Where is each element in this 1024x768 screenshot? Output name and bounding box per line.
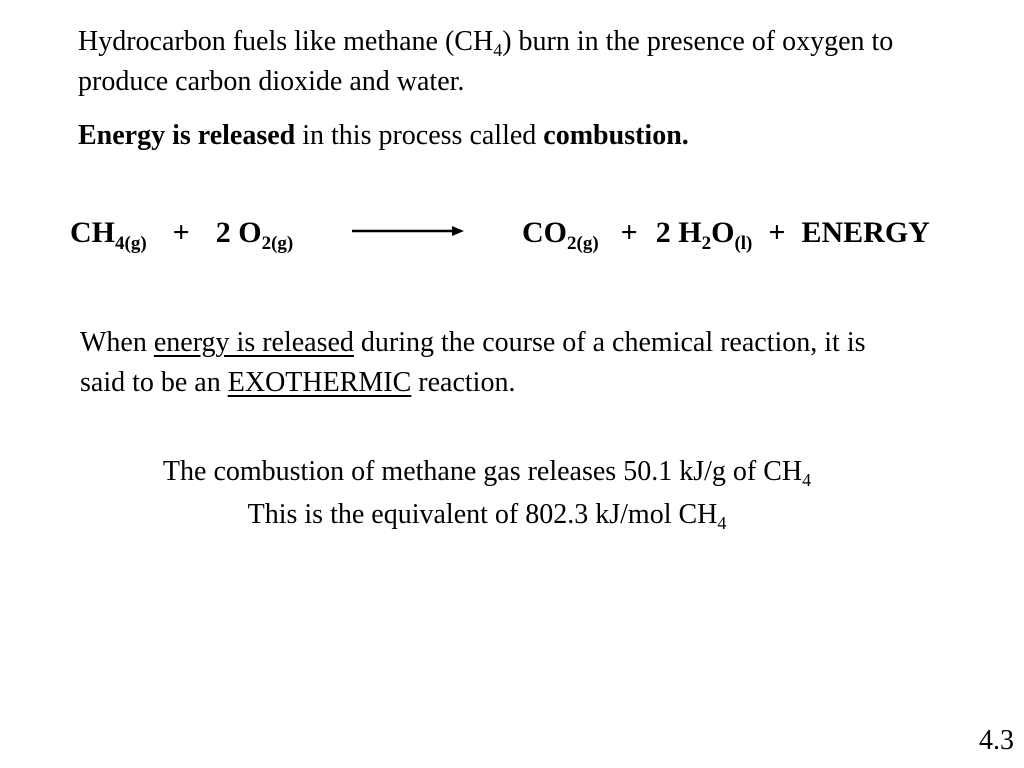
stats-text-1: The combustion of methane gas releases 50.1 kJ/g of CH	[162, 456, 803, 487]
exo-text-3: reaction.	[411, 367, 516, 398]
exothermic-paragraph	[80, 323, 900, 403]
stats-subscript-2: 4	[717, 513, 727, 533]
equation-products	[522, 211, 930, 255]
co2-formula: CO	[522, 216, 567, 249]
intro-subscript: 4	[493, 40, 503, 60]
stats-line-2	[0, 495, 974, 535]
stats-subscript-1: 4	[802, 470, 812, 490]
intro-paragraph	[78, 22, 958, 102]
exo-text-1: When	[80, 327, 154, 358]
plus-sign: +	[620, 216, 638, 249]
methane-formula: CH	[70, 216, 115, 249]
water-formula-o: O	[711, 216, 735, 249]
energy-released-bold: Energy is released	[78, 120, 296, 151]
energy-released-underlined: energy is released	[153, 327, 354, 358]
reaction-arrow-icon	[352, 221, 464, 241]
combustion-bold: combustion.	[543, 120, 689, 151]
stats-line-1	[0, 452, 974, 492]
equation-reactants	[70, 211, 293, 255]
energy-line-text: in this process called	[295, 120, 544, 151]
stats-text-2: This is the equivalent of 802.3 kJ/mol CH	[247, 499, 718, 530]
intro-text-2: ) burn in the presence of oxygen to produce carbon dioxide and water.	[78, 26, 894, 97]
water-subscript: 2	[701, 233, 712, 254]
intro-text-1: Hydrocarbon fuels like methane (CH	[78, 26, 494, 57]
exo-text-2: during the course of a chemical reaction, it is said to be an	[80, 327, 866, 398]
water-state-subscript: (l)	[734, 233, 753, 254]
page-number: 4.3	[979, 725, 1014, 756]
plus-sign: +	[172, 216, 190, 249]
oxygen-subscript: 2(g)	[261, 233, 294, 254]
water-formula: 2 H	[655, 216, 702, 249]
energy-term: ENERGY	[801, 216, 930, 249]
methane-subscript: 4(g)	[115, 233, 147, 254]
plus-sign: +	[768, 216, 786, 249]
co2-subscript: 2(g)	[567, 233, 599, 254]
energy-released-line	[78, 116, 689, 156]
exothermic-underlined: EXOTHERMIC	[227, 367, 412, 398]
oxygen-formula: 2 O	[215, 216, 262, 249]
